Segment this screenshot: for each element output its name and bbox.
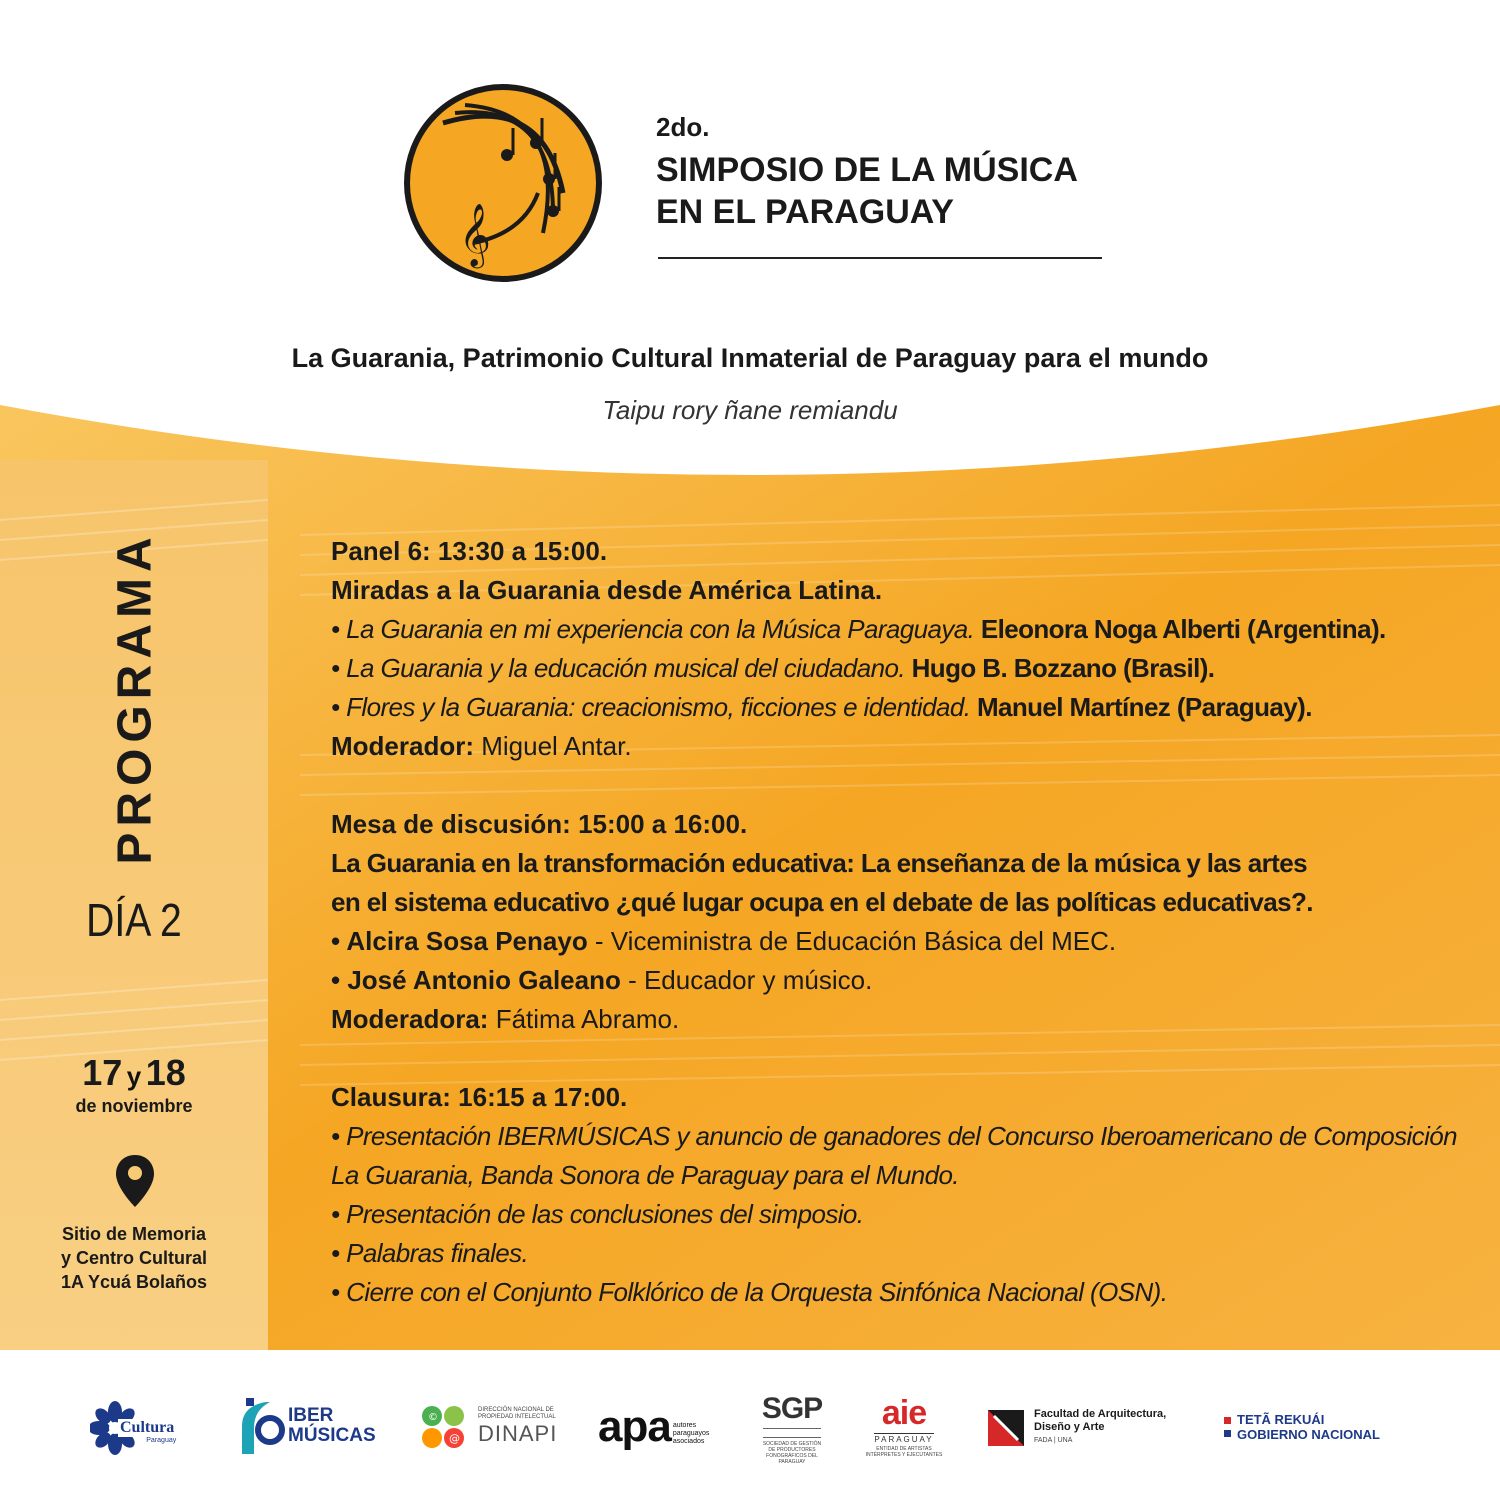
fada-text-1: Facultad de Arquitectura, [1034,1408,1167,1420]
ibermusicas-text-1: IBER [288,1405,334,1426]
dinapi-small-text: DIRECCIÓN NACIONAL DE PROPIEDAD INTELECTUAL [478,1407,556,1420]
tagline: Taipu rory ñane remiandu [602,395,898,425]
fada-logo [988,1408,1166,1447]
aie-text: aie [881,1394,927,1432]
clausura-line-text: • Presentación de las conclusiones del simposio. [331,1199,864,1229]
panel-6-moderator [331,727,1471,766]
day-label: DÍA 2 [86,894,182,946]
dinapi-logo [420,1404,574,1450]
date-month: de noviembre [75,1096,193,1116]
gobierno-text-2: GOBIERNO NACIONAL [1237,1427,1380,1442]
mesa-title-line-2: en el sistema educativo ¿qué lugar ocupa en el debate de las políticas educativas?. [331,887,1313,917]
panel-6-title: Miradas a la Guarania desde América Latina. [331,575,883,605]
programa-text: PROGRAMA [108,531,162,865]
moderator-name: Fátima Abramo. [495,1004,680,1034]
clausura-time: Clausura: 16:15 a 17:00. [331,1082,628,1112]
title-line-2: EN EL PARAGUAY [656,193,954,231]
symposium-logo [403,83,603,283]
moderator-name: Miguel Antar. [481,731,632,761]
fada-text-3: FADA | UNA [1034,1437,1073,1444]
aie-small-text: ENTIDAD DE ARTISTAS INTÉRPRETES Y EJECUTANTES [865,1446,943,1458]
date-start: 17 [82,1052,123,1093]
venue [0,1222,268,1294]
venue-line-2: y Centro Cultural [60,1248,207,1268]
apa-logo [598,1402,710,1452]
panel-6-time: Panel 6: 13:30 a 15:00. [331,536,608,566]
apa-text: apa [598,1402,671,1451]
fada-icon [988,1410,1024,1446]
moderator-label: Moderadora: [331,1004,489,1034]
panel-6-speaker: Eleonora Noga Alberti (Argentina). [980,614,1386,644]
panel-6-item [331,649,1471,688]
gobierno-logo [1224,1412,1380,1442]
panel-6-speaker: Manuel Martínez (Paraguay). [976,692,1312,722]
clausura-line [331,1273,1471,1312]
title-underline [658,257,1102,259]
sponsor-footer [0,1350,1500,1500]
cultura-subtext: Paraguay [146,1436,177,1444]
title-block [656,112,1106,233]
program-content [331,532,1471,1351]
cultura-logo [90,1400,176,1456]
participant-role: - Viceministra de Educación Básica del MEC. [587,926,1117,956]
mesa-time: Mesa de discusión: 15:00 a 16:00. [331,809,748,839]
panel-6-topic: • La Guarania en mi experiencia con la Música Paraguaya. [331,614,975,644]
ibermusicas-text-2: MÚSICAS [288,1425,376,1446]
ibermusicas-icon [236,1396,286,1456]
panel-6-topic: • Flores y la Guarania: creacionismo, ficciones e identidad. [331,692,971,722]
clausura-line-text: • Cierre con el Conjunto Folklórico de la Orquesta Sinfónica Nacional (OSN). [331,1277,1168,1307]
cultura-text: Cultura [120,1418,175,1436]
location-pin-icon [114,1153,156,1209]
clausura-line [331,1117,1471,1156]
clausura-line-text: • Presentación IBERMÚSICAS y anuncio de ganadores del Concurso Iberoamericano de Composición [331,1121,1457,1151]
clausura-line [331,1234,1471,1273]
participant-name: • Alcira Sosa Penayo [331,926,588,956]
event-dates [0,1052,268,1117]
apa-small-text: autores paraguayos asociados [672,1422,710,1445]
mesa-section [331,805,1471,1039]
sgp-small-text: SOCIEDAD DE GESTIÓN DE PRODUCTORES FONOGRÁFICOS DEL PARAGUAY [762,1441,822,1465]
mesa-participant [331,922,1471,961]
participant-role: - Educador y músico. [620,965,873,995]
panel-6-speaker: Hugo B. Bozzano (Brasil). [911,653,1215,683]
clausura-line [331,1156,1471,1195]
clausura-line [331,1195,1471,1234]
svg-text:@: @ [449,1432,460,1445]
fada-text-2: Diseño y Arte [1034,1421,1105,1433]
sgp-logo [760,1392,824,1465]
clausura-line-text: • Palabras finales. [331,1238,529,1268]
paraguay-flag-icon [1224,1417,1231,1437]
svg-text:©: © [428,1412,438,1423]
mesa-moderator [331,1000,1471,1039]
edition-label: 2do. [656,112,710,142]
venue-line-1: Sitio de Memoria [61,1224,207,1244]
sgp-text: SGP [761,1392,823,1425]
gobierno-text-1: TETÃ REKUÁI [1237,1412,1325,1427]
dinapi-text: DINAPI [478,1421,558,1446]
sgp-divider [763,1428,821,1438]
ibermusicas-logo [236,1396,376,1456]
mesa-title-line-1: La Guarania en la transformación educativa: La enseñanza de la música y las artes [331,848,1307,878]
venue-line-3: 1A Ycuá Bolaños [60,1272,208,1292]
title-line-1: SIMPOSIO DE LA MÚSICA [656,151,1078,189]
svg-text:𝄞: 𝄞 [459,203,491,266]
panel-6-item [331,610,1471,649]
clausura-line-text: La Guarania, Banda Sonora de Paraguay para el Mundo. [331,1160,959,1190]
clausura-section [331,1078,1471,1312]
date-connector: y [126,1061,142,1091]
aie-logo [862,1394,946,1458]
aie-subtext: PARAGUAY [874,1435,934,1444]
panel-6-item [331,688,1471,727]
panel-6-topic: • La Guarania y la educación musical del ciudadano. [331,653,905,683]
subtitle: La Guarania, Patrimonio Cultural Inmaterial de Paraguay para el mundo [291,343,1209,373]
panel-6-section [331,532,1471,766]
moderator-label: Moderador: [331,731,474,761]
dinapi-icon [420,1404,474,1450]
mesa-participant [331,961,1471,1000]
participant-name: • José Antonio Galeano [331,965,621,995]
programa-label [20,531,250,865]
date-end: 18 [145,1052,186,1093]
